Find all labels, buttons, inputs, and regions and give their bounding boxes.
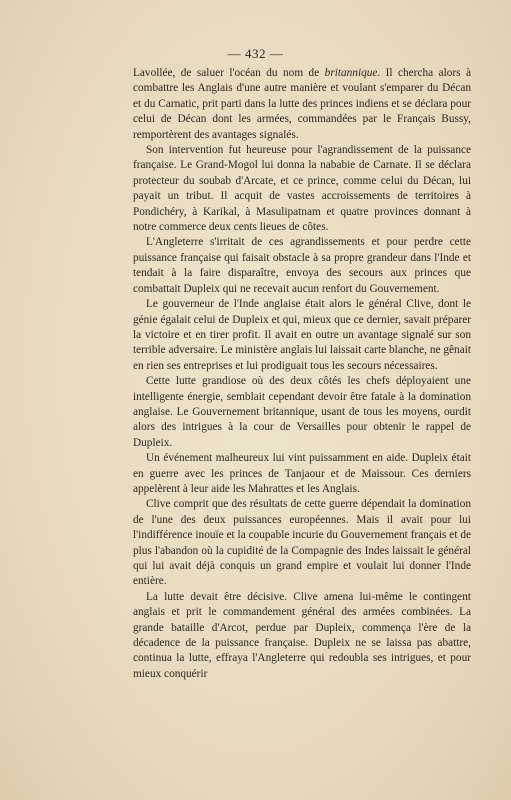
paragraph: La lutte devait être décisive. Clive amena lui-même le contingent anglais et prit le commandement général des armées combinées. La grande bataille d'Arcot, perdue par Dupleix, commença l'ère de la décadence de la puissance française. Dupleix ne se laissa pas abattre, continua la lutte, effraya l'Angleterre qui redoubla ses intrigues, et pour mieux conquérir xyxy=(133,590,471,680)
paragraph: Le gouverneur de l'Inde anglaise était alors le général Clive, dont le génie égalait celui de Dupleix et qui, mieux que ce dernier, savait préparer la victoire et en tirer profit. Il avait en outre un avantage signalé sur son terrible adversaire. Le ministère anglais lui laissait carte blanche, ne gênait en rien ses entreprises et lui prodiguait tous les secours nécessaires. xyxy=(133,298,471,372)
paragraph: Son intervention fut heureuse pour l'agrandissement de la puissance française. Le Grand-Mogol lui donna la nababie de Carnate. Il se déclara protecteur du soubab d'Arcate, et ce prince, comme celui du Décan, lui payait un tribut. Il acquit de vastes accroissements de territoires à Pondichéry, à Karikal, à Masulipatnam et quatre provinces donnant à notre commerce deux cents lieues de côtes. xyxy=(133,144,471,234)
paragraph: Cette lutte grandiose où des deux côtés les chefs déployaient une intelligente énergie, semblait cependant devoir être fatale à la domination anglaise. Le Gouvernement britannique, usant de tous les moyens, ourdit alors des intrigues à la cour de Versailles pour obtenir le rappel de Dupleix. xyxy=(133,375,471,449)
page-number: — 432 — xyxy=(227,46,284,61)
emphasis: britannique xyxy=(324,67,378,79)
body-text xyxy=(133,66,471,682)
paragraph: Un événement malheureux lui vint puissamment en aide. Dupleix était en guerre avec les princes de Tanjaour et de Maissour. Ces derniers appelèrent à leur aide les Mahrattes et les Anglais. xyxy=(133,452,471,495)
paragraph: Clive comprit que des résultats de cette guerre dépendait la domination de l'une des deux puissances européennes. Mais il avait pour lui l'indifférence inouïe et la coupable incurie du Gouvernement français et de plus l'abandon où la cupidité de la Compagnie des Indes laissait le général qui lui avait déjà conquis un grand empire et voulait lui donner l'Inde entière. xyxy=(133,498,471,588)
paragraph: Lavollée, de saluer l'océan du nom de britannique. Il chercha alors à combattre les Anglais d'une autre manière et voulant s'emparer du Décan et du Carnatic, prit parti dans la lutte des princes indiens et se déclara pour celui de Décan dont les armées, commandées par le Français Bussy, remportèrent des avantages signalés. xyxy=(133,67,471,141)
paragraph: L'Angleterre s'irritait de ces agrandissements et pour perdre cette puissance française qui faisait obstacle à sa propre grandeur dans l'Inde et tendait à la faire disparaître, envoya des secours aux princes que combattait Dupleix qui ne recevait aucun renfort du Gouvernement. xyxy=(133,236,471,295)
